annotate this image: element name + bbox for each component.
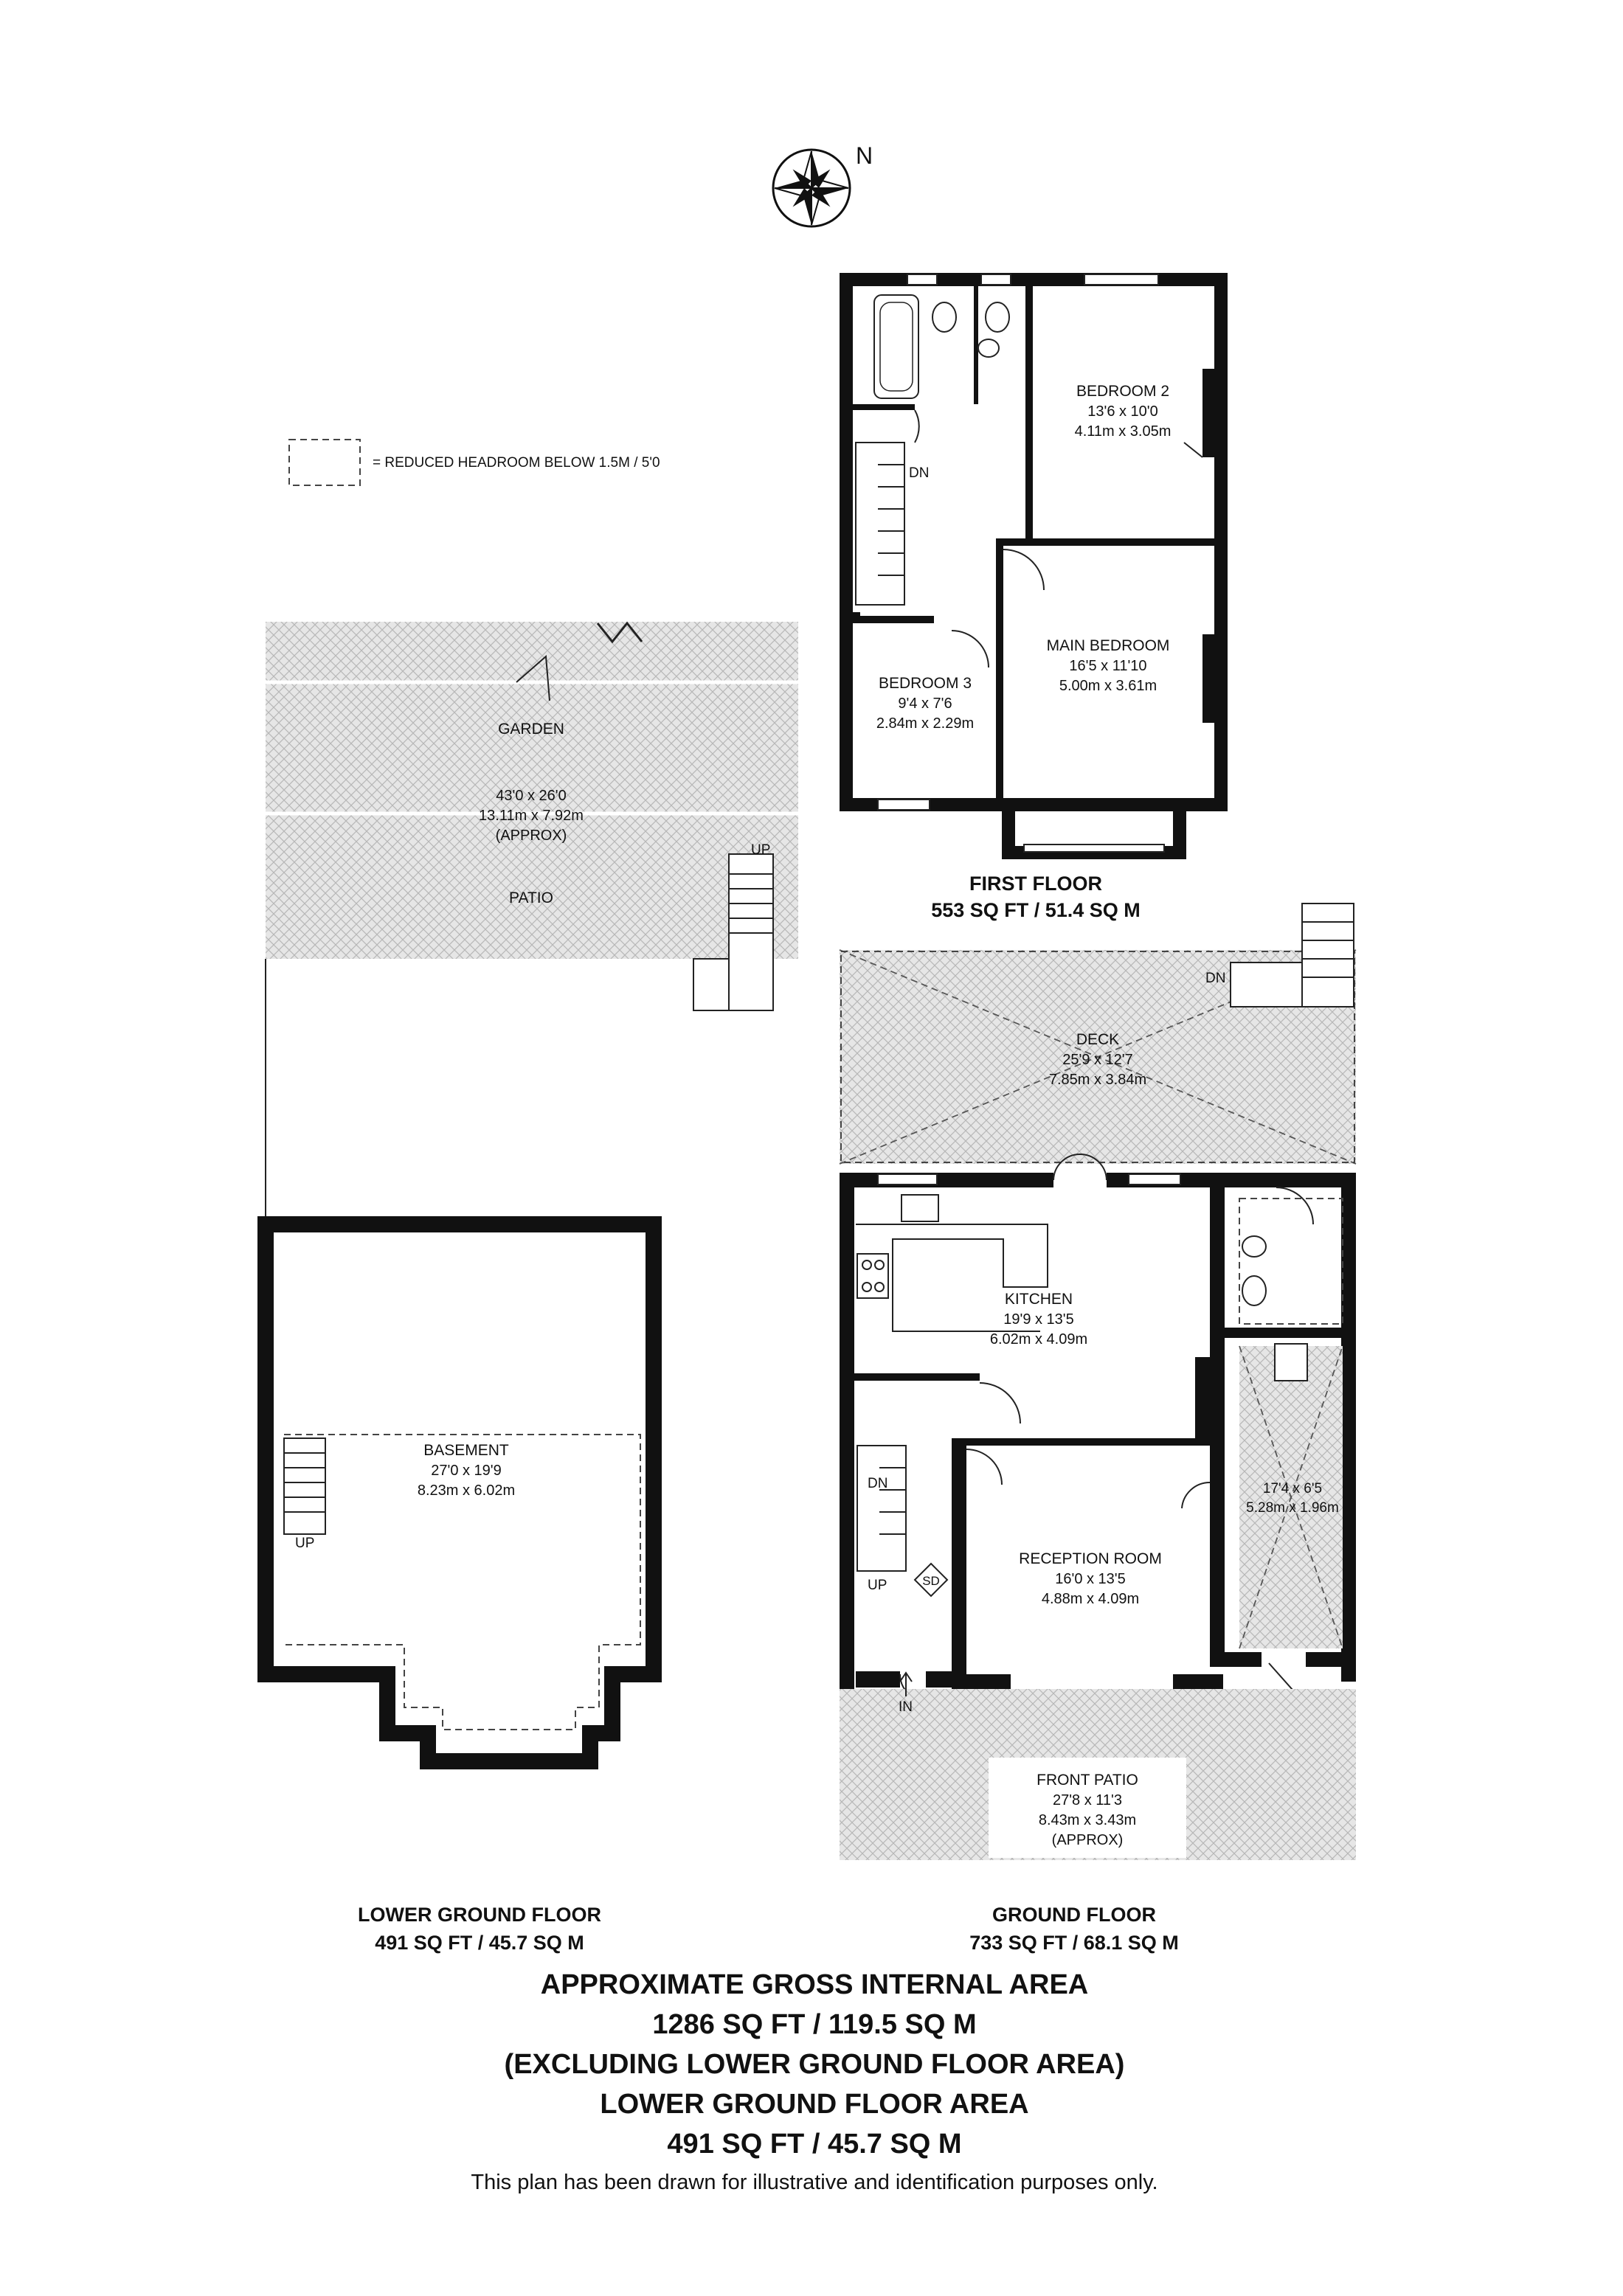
bedroom3-name: BEDROOM 3 bbox=[878, 675, 972, 692]
bedroom3-imperial: 9'4 x 7'6 bbox=[898, 696, 952, 712]
basement-metric: 8.23m x 6.02m bbox=[417, 1482, 516, 1499]
bedroom2-imperial: 13'6 x 10'0 bbox=[1087, 403, 1158, 420]
ground-stairs-dn-label: DN bbox=[868, 1476, 888, 1491]
bedroom2-metric: 4.11m x 3.05m bbox=[1074, 423, 1172, 440]
ground-floor-title: GROUND FLOOR bbox=[992, 1904, 1156, 1926]
basement-name: BASEMENT bbox=[423, 1442, 509, 1459]
summary-line1: APPROXIMATE GROSS INTERNAL AREA bbox=[540, 1969, 1089, 2000]
summary-line4: LOWER GROUND FLOOR AREA bbox=[600, 2089, 1029, 2120]
side-return-imperial: 17'4 x 6'5 bbox=[1262, 1481, 1323, 1496]
basement-imperial: 27'0 x 19'9 bbox=[431, 1463, 502, 1479]
front-patio-name: FRONT PATIO bbox=[1037, 1772, 1138, 1789]
entrance-label: IN bbox=[899, 1699, 913, 1715]
kitchen-imperial: 19'9 x 13'5 bbox=[1003, 1311, 1074, 1328]
main-bedroom-name: MAIN BEDROOM bbox=[1046, 637, 1170, 654]
ground-floor-area: 733 SQ FT / 68.1 SQ M bbox=[969, 1932, 1179, 1954]
bedroom3-metric: 2.84m x 2.29m bbox=[876, 715, 975, 732]
garden-area bbox=[266, 622, 798, 1224]
deck-stairs-label: DN bbox=[1205, 971, 1226, 986]
smoke-detector-label: SD bbox=[922, 1574, 940, 1588]
compass-icon bbox=[773, 150, 850, 226]
summary-line3: (EXCLUDING LOWER GROUND FLOOR AREA) bbox=[504, 2049, 1125, 2080]
garden-metric: 13.11m x 7.92m bbox=[479, 808, 584, 824]
patio-stairs-label: UP bbox=[751, 842, 771, 858]
kitchen-metric: 6.02m x 4.09m bbox=[989, 1331, 1088, 1348]
side-return-metric: 5.28m x 1.96m bbox=[1246, 1500, 1339, 1516]
summary-line2: 1286 SQ FT / 119.5 SQ M bbox=[652, 2009, 977, 2040]
summary-line5: 491 SQ FT / 45.7 SQ M bbox=[667, 2129, 962, 2160]
deck-metric: 7.85m x 3.84m bbox=[1048, 1072, 1147, 1088]
reception-imperial: 16'0 x 13'5 bbox=[1055, 1571, 1126, 1587]
front-patio-note: (APPROX) bbox=[1051, 1832, 1124, 1848]
front-patio-metric: 8.43m x 3.43m bbox=[1038, 1812, 1137, 1828]
reception-name: RECEPTION ROOM bbox=[1019, 1550, 1162, 1567]
reduced-headroom-legend-swatch bbox=[289, 440, 360, 485]
reception-metric: 4.88m x 4.09m bbox=[1041, 1591, 1140, 1607]
lower-ground-floor-title: LOWER GROUND FLOOR bbox=[358, 1904, 601, 1926]
main-bedroom-imperial: 16'5 x 11'10 bbox=[1069, 658, 1147, 674]
bedroom2-name: BEDROOM 2 bbox=[1076, 383, 1170, 400]
front-patio-imperial: 27'8 x 11'3 bbox=[1052, 1792, 1123, 1808]
ground-stairs-up-label: UP bbox=[868, 1578, 887, 1593]
garden-note: (APPROX) bbox=[495, 828, 567, 844]
deck-name: DECK bbox=[1076, 1031, 1120, 1048]
first-floor-area: 553 SQ FT / 51.4 SQ M bbox=[931, 899, 1141, 921]
basement-stairs-label: UP bbox=[295, 1536, 315, 1551]
lower-ground-floor-area: 491 SQ FT / 45.7 SQ M bbox=[375, 1932, 584, 1954]
compass-north-label: N bbox=[856, 142, 873, 169]
legend-text: = REDUCED HEADROOM BELOW 1.5M / 5'0 bbox=[373, 455, 660, 471]
first-floor-plan bbox=[840, 273, 1228, 859]
disclaimer: This plan has been drawn for illustrative and identification purposes only. bbox=[471, 2171, 1158, 2194]
first-floor-title: FIRST FLOOR bbox=[969, 873, 1102, 895]
main-bedroom-metric: 5.00m x 3.61m bbox=[1059, 678, 1157, 694]
kitchen-name: KITCHEN bbox=[1004, 1291, 1073, 1308]
garden-imperial: 43'0 x 26'0 bbox=[496, 788, 567, 804]
garden-label: GARDEN bbox=[498, 721, 564, 738]
patio-label: PATIO bbox=[509, 889, 553, 906]
first-floor-stairs-label: DN bbox=[909, 465, 930, 481]
deck-imperial: 25'9 x 12'7 bbox=[1062, 1052, 1133, 1068]
